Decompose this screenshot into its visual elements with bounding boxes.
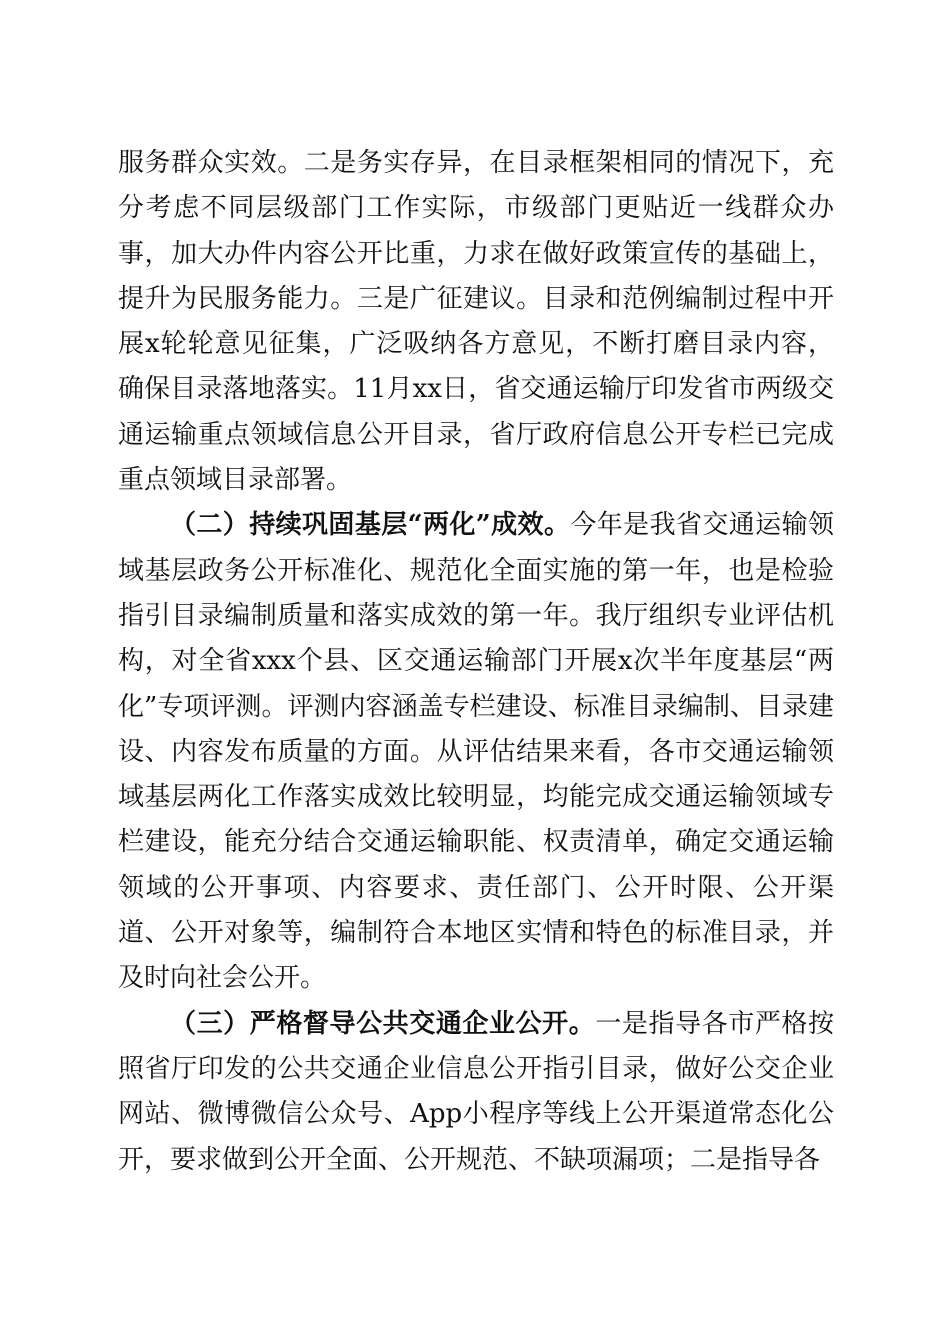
paragraph-text: 今年是我省交通运输领域基层政务公开标准化、规范化全面实施的第一年，也是检验指引目录编制质量和落实成效的第一年。我厅组织专业评估机构，对全省xxx个县、区交通运输部门开展x次半年度基层“两化”专项评测。评测内容涵盖专栏建设、标准目录编制、目录建设、内容发布质量的方面。从评估结果来看，各市交通运输领域基层两化工作落实成效比较明显，均能完成交通运输领域专栏建设，能充分结合交通运输职能、权责清单，确定交通运输领域的公开事项、内容要求、责任部门、公开时限、公开渠道、公开对象等，编制符合本地区实情和特色的标准目录，并及时向社会公开。 bbox=[118, 510, 834, 994]
document-page bbox=[118, 141, 834, 1183]
paragraph-text: 服务群众实效。二是务实存异，在目录框架相同的情况下，充分考虑不同层级部门工作实际，市级部门更贴近一线群众办事，加大办件内容公开比重，力求在做好政策宣传的基础上，提升为民服务能力。三是广征建议。目录和范例编制过程中开展x轮轮意见征集，广泛吸纳各方意见，不断打磨目录内容，确保目录落地落实。11月xx日，省交通运输厅印发省市两级交通运输重点领域信息公开目录，省厅政府信息公开专栏已完成重点领域目录部署。 bbox=[118, 148, 834, 496]
section-heading: （三）严格督导公共交通企业公开。 bbox=[170, 1008, 596, 1039]
paragraph-continuation bbox=[118, 141, 834, 503]
paragraph-text: 一是指导各市严格按照省厅印发的公共交通企业信息公开指引目录，做好公交企业网站、微博微信公众号、App小程序等线上公开渠道常态化公开，要求做到公开全面、公开规范、不缺项漏项；二是指导各 bbox=[118, 1008, 834, 1175]
paragraph-section-3 bbox=[118, 1002, 834, 1183]
section-heading: （二）持续巩固基层“两化”成效。 bbox=[170, 510, 571, 541]
paragraph-section-2 bbox=[118, 503, 834, 1001]
